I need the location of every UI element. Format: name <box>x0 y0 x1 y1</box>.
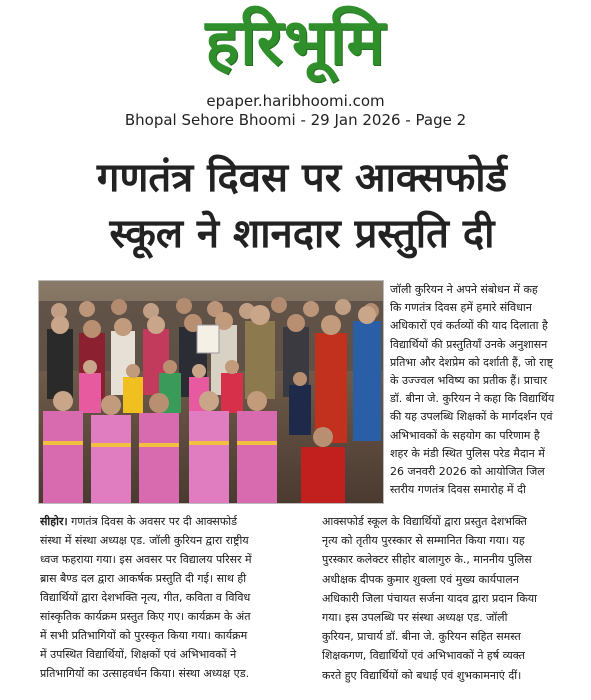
headline-line-1: गणतंत्र दिवस पर आक्सफोर्ड <box>96 155 508 201</box>
headline-line-2: स्कूल ने शानदार प्रस्तुति दी <box>109 211 495 257</box>
article-line: शहर के मंडी स्थित पुलिस परेड मैदान में <box>390 446 545 460</box>
newspaper-logo: हरिभूमि <box>205 6 386 80</box>
article-line: विद्यार्थियों द्वारा देशभक्ति नृत्य, गीत, कविता व विविध <box>40 591 251 604</box>
source-url[interactable]: epaper.haribhoomi.com <box>206 92 385 110</box>
article-line: अधिकारों एवं कर्तव्यों की याद दिलाता है <box>390 319 548 333</box>
article-line: शिक्षकगण, विद्यार्थियों एवं अभिभावकों ने हर्ष व्यक्त <box>322 649 525 663</box>
article-column-left <box>40 512 312 683</box>
photo-icon <box>39 281 383 503</box>
article-line: जॉली कुरियन ने अपने संबोधन में कह <box>390 283 538 296</box>
article-line: ध्वज फहराया गया। इस अवसर पर विद्यालय परिसर में <box>40 553 252 566</box>
article-line: गया। इस उपलब्धि पर संस्था अध्यक्ष एड. जॉली <box>322 611 508 625</box>
article-line: करते हुए विद्यार्थियों को बधाई एवं शुभकामनाएं दीं। <box>322 668 522 682</box>
article-line: कुरियन, प्राचार्य डॉ. बीना जे. कुरियन सहित समस्त <box>322 630 521 644</box>
headline <box>22 150 582 262</box>
article-line: सांस्कृतिक कार्यक्रम प्रस्तुत किए गए। कार्यक्रम के अंत <box>40 610 251 623</box>
article-line: कि गणतंत्र दिवस हमें हमारे संविधान <box>390 301 532 315</box>
article-line: डॉ. बीना जे. कुरियन ने कहा कि विद्यार्थिय <box>390 392 555 406</box>
article-line: विद्यार्थियों की प्रस्तुतियाँ उनके अनुशासन <box>390 337 548 351</box>
article-line: में सभी प्रतिभागियों को पुरस्कृत किया गया। कार्यक्रम <box>40 629 248 642</box>
article-first-line-rest: गणतंत्र दिवस के अवसर पर दी आक्सफोर्ड <box>71 515 238 528</box>
article-line: संस्था में संस्था अध्यक्ष एड. जॉली कुरियन द्वारा राष्ट्रीय <box>40 534 249 547</box>
dateline: सीहोर। <box>40 515 68 528</box>
article-line: अभिभावकों के सहयोग का परिणाम है <box>390 428 540 442</box>
article-line: आक्सफोर्ड स्कूल के विद्यार्थियों द्वारा प्रस्तुत देशभक्ति <box>322 515 527 528</box>
article-column-right-bottom <box>322 512 591 685</box>
edition-line: Bhopal Sehore Bhoomi - 29 Jan 2026 - Page 2 <box>124 111 467 129</box>
article-line: ब्रास बैण्ड दल द्वारा आकर्षक प्रस्तुति दी गई। साथ ही <box>40 572 247 585</box>
article-first-line <box>40 512 312 531</box>
article-line: स्तरीय गणतंत्र दिवस समारोह में दी <box>390 483 526 497</box>
article-line: अधीक्षक दीपक कुमार शुक्ला एवं मुख्य कार्यपालन <box>322 572 519 586</box>
article-line: प्रतिभागियों का उत्साहवर्धन किया। संस्था अध्यक्ष एड. <box>40 667 250 680</box>
article-line: 26 जनवरी 2026 को आयोजित जिल <box>390 465 545 479</box>
article-line: नृत्य को तृतीय पुरस्कार से सम्मानित किया गया। यह <box>322 534 525 548</box>
article-line: के उज्ज्वल भविष्य का प्रतीक हैं। प्राचार <box>390 374 548 388</box>
article-line: अधिकारी जिला पंचायत सर्जना यादव द्वारा प्रदान किया <box>322 591 538 605</box>
article-line: में उपस्थित विद्यार्थियों, शिक्षकों एवं अभिभावकों ने <box>40 648 237 661</box>
masthead <box>0 0 591 86</box>
article-line: की यह उपलब्धि शिक्षकों के मार्गदर्शन एवं <box>390 410 553 424</box>
news-photo <box>38 280 384 504</box>
article-line: प्रतिभा और देशप्रेम को दर्शाती हैं, जो राष्ट् <box>390 355 554 369</box>
article-line: पुरस्कार कलेक्टर सीहोर बालागुरु के., माननीय पुलिस <box>322 553 532 567</box>
article-column-right-top <box>390 281 591 499</box>
